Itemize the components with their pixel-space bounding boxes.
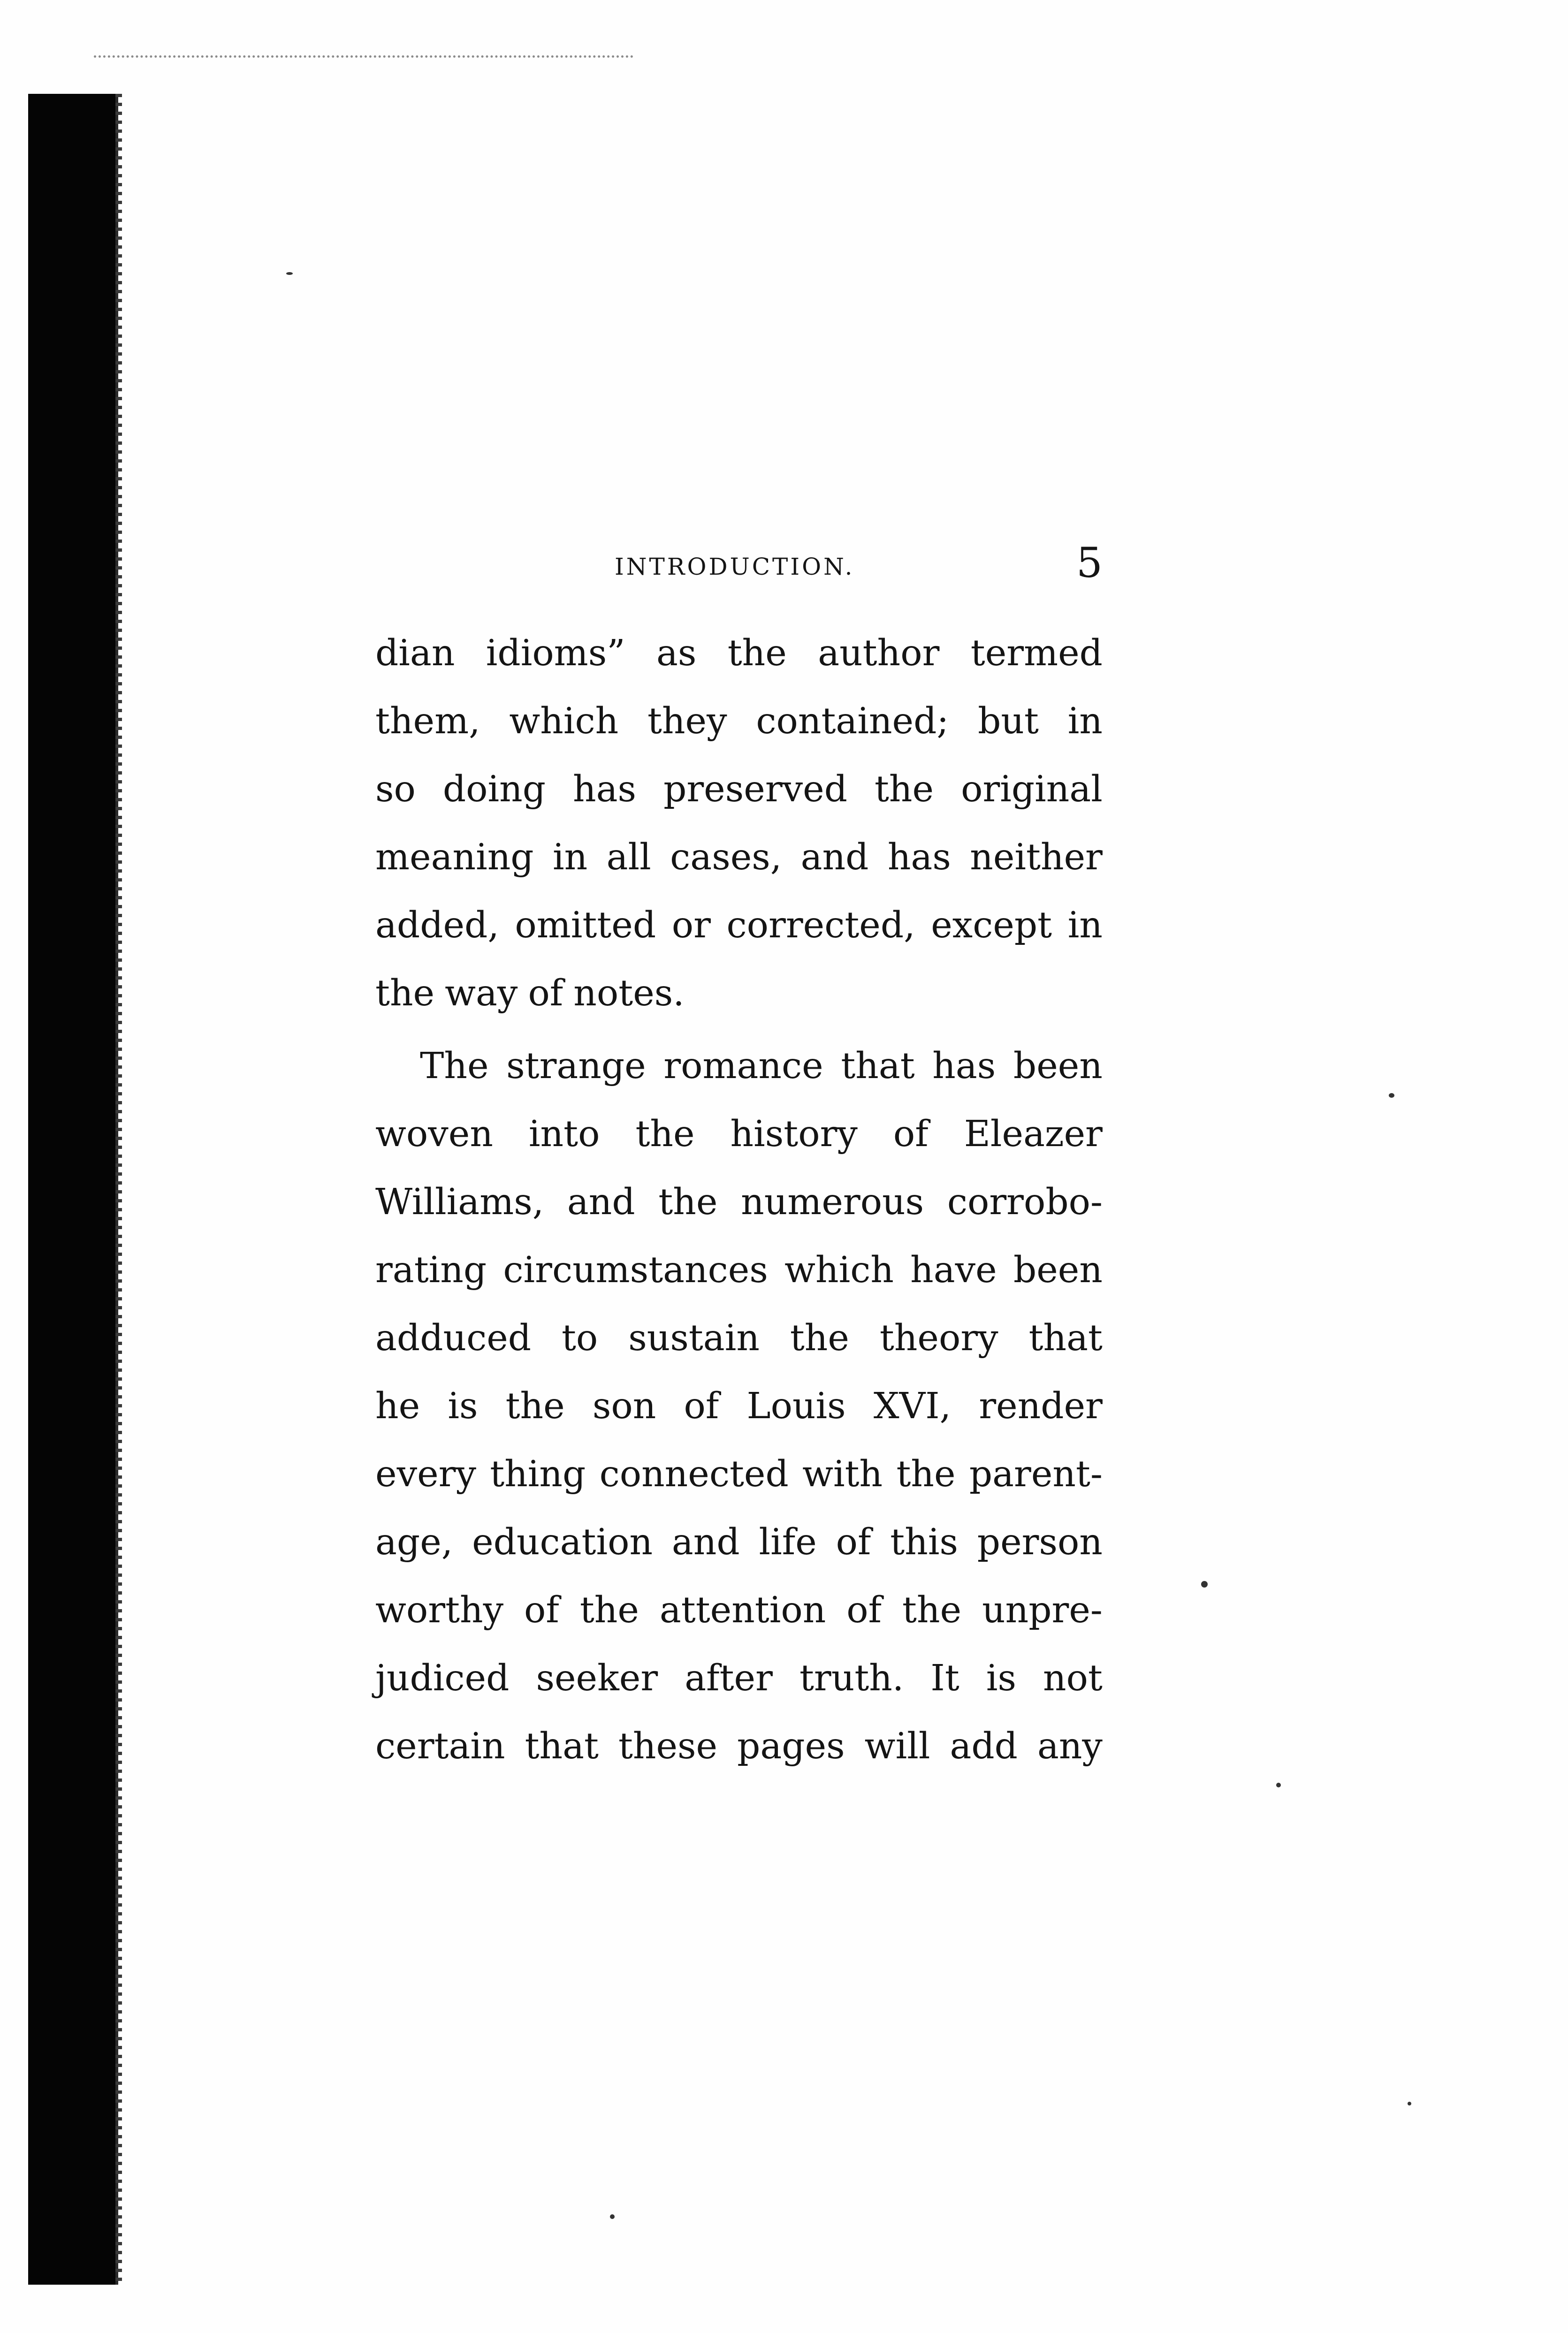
word: is [986,1657,1016,1699]
word: been [1013,1045,1103,1087]
word: of [836,1521,871,1563]
word: they [647,700,727,742]
text-line [375,823,1103,891]
word: corrected, [726,904,915,946]
text-line [375,1576,1103,1644]
word: XVI, [873,1385,951,1427]
word: has [932,1045,996,1087]
word: thing [490,1453,586,1495]
word: worthy [375,1589,504,1631]
word: woven [375,1113,493,1155]
text-line [375,619,1103,687]
word: but [978,700,1039,742]
text-line [375,755,1103,823]
text-line [375,1372,1103,1440]
word: history [730,1113,858,1155]
text-line [375,687,1103,755]
word: attention [659,1589,826,1631]
word: the [902,1589,962,1631]
word: the [505,1385,565,1427]
word: Eleazer [964,1113,1103,1155]
word: Williams, [375,1181,544,1223]
word: neither [970,836,1103,878]
word: all [606,836,651,878]
word: seeker [536,1657,658,1699]
word: and [800,836,869,878]
word: certain [375,1725,505,1767]
running-head [371,540,1103,591]
text-line [375,1508,1103,1576]
body-text [375,619,1103,1780]
text-line [375,959,1103,1027]
paragraph [375,1032,1103,1780]
word: the [579,1589,639,1631]
word: of [893,1113,929,1155]
word: of [528,973,563,1014]
word: connected [599,1453,789,1495]
word: theory [879,1317,998,1359]
print-speck [1408,2102,1411,2105]
word: after [685,1657,773,1699]
word: have [910,1249,997,1291]
word: been [1013,1249,1103,1291]
word: life [759,1521,817,1563]
word: rating [375,1249,487,1291]
word: them, [375,700,480,742]
word: which [509,700,619,742]
word: in [552,836,588,878]
word: of [524,1589,559,1631]
word: the [375,973,435,1014]
top-page-edge [94,55,633,58]
word: that [841,1045,915,1087]
word: to [561,1317,598,1359]
print-speck [610,2214,615,2219]
word: truth. [799,1657,904,1699]
word: this [890,1521,958,1563]
print-speck [286,272,293,275]
running-title: INTRODUCTION. [615,553,855,580]
word: added, [375,904,499,946]
word: with [802,1453,883,1495]
word: parent- [969,1453,1103,1495]
word: or [671,904,711,946]
word: son [592,1385,656,1427]
word: the [635,1113,695,1155]
word: except [931,904,1052,946]
print-speck [1276,1783,1281,1787]
word: termed [970,632,1103,674]
text-line [375,1168,1103,1236]
page-number: 5 [1076,539,1103,587]
text-line [375,1100,1103,1168]
word: author [818,632,940,674]
text-line [375,891,1103,959]
word: the [790,1317,849,1359]
print-speck [1389,1093,1394,1098]
word: he [375,1385,420,1427]
text-line [375,1712,1103,1780]
word: into [528,1113,600,1155]
word: any [1037,1725,1103,1767]
word: has [573,768,637,810]
word: original [961,768,1103,810]
word: meaning [375,836,534,878]
text-line [375,1032,1103,1100]
word: the [874,768,934,810]
word: idioms” [486,632,625,674]
word: age, [375,1521,453,1563]
word: in [1067,700,1103,742]
binding-edge-shadow [28,94,118,2285]
word: It [930,1657,959,1699]
word: as [656,632,697,674]
word: The [420,1045,489,1087]
word: is [448,1385,478,1427]
word: so [375,768,416,810]
word: has [887,836,951,878]
word: strange [506,1045,646,1087]
word: pages [737,1725,845,1767]
word: will [864,1725,930,1767]
word: way [445,973,518,1014]
word: and [567,1181,635,1223]
word: omitted [515,904,656,946]
word: the [727,632,787,674]
word: adduced [375,1317,532,1359]
word: not [1043,1657,1103,1699]
word: render [979,1385,1103,1427]
word: judiced [375,1657,510,1699]
word: the [658,1181,718,1223]
word: cases, [670,836,782,878]
word: education [472,1521,653,1563]
word: corrobo- [947,1181,1103,1223]
word: every [375,1453,476,1495]
word: of [684,1385,719,1427]
word: numerous [741,1181,924,1223]
text-line [375,1440,1103,1508]
text-line [375,1644,1103,1712]
word: Louis [746,1385,846,1427]
word: dian [375,632,455,674]
word: that [1028,1317,1103,1359]
word: of [846,1589,882,1631]
word: unpre- [982,1589,1103,1631]
word: notes. [573,973,685,1014]
text-line [375,1304,1103,1372]
word: romance [663,1045,823,1087]
text-line [375,1236,1103,1304]
word: contained; [756,700,949,742]
word: these [618,1725,718,1767]
word: the [896,1453,956,1495]
word: and [671,1521,740,1563]
word: person [977,1521,1103,1563]
word: which [784,1249,894,1291]
word: preserved [663,768,847,810]
word: add [950,1725,1018,1767]
word: sustain [628,1317,760,1359]
word: doing [442,768,546,810]
print-speck [1201,1581,1208,1588]
word: circumstances [503,1249,768,1291]
paragraph [375,619,1103,1027]
word: that [525,1725,599,1767]
word: in [1067,904,1103,946]
